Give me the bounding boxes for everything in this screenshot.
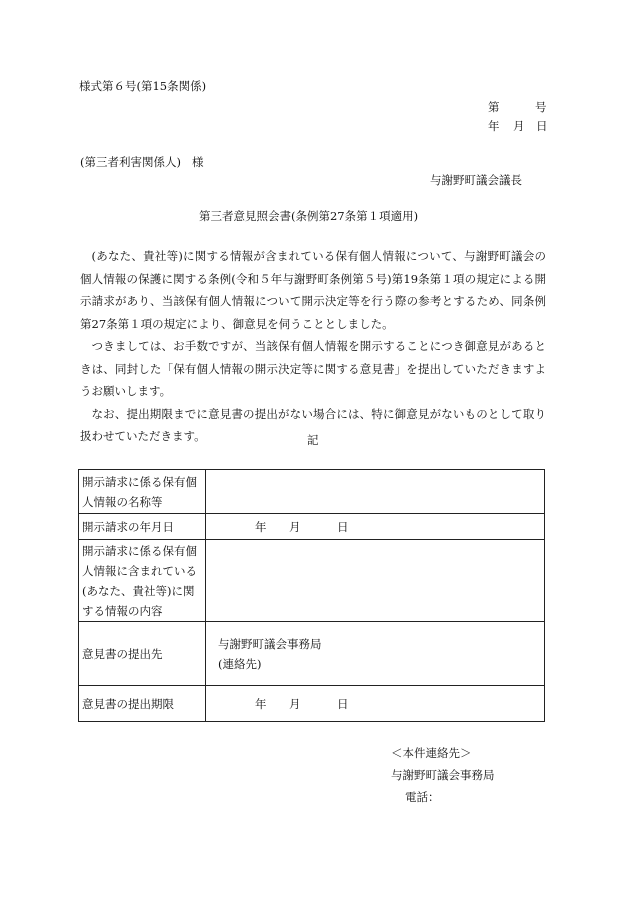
row-value-info-content xyxy=(206,540,545,622)
deadline-day: 日 xyxy=(337,696,349,711)
destination-contact: (連絡先) xyxy=(218,656,262,671)
row-label-submission-destination: 意見書の提出先 xyxy=(79,622,206,686)
table-row xyxy=(79,470,545,514)
ki-mark: 記 xyxy=(307,433,319,447)
table-row xyxy=(79,686,545,722)
row-label-info-content: 開示請求に係る保有個人情報に含まれている(あなた、貴社等)に関する情報の内容 xyxy=(79,540,206,622)
table-row xyxy=(79,622,545,686)
date-day: 日 xyxy=(536,119,548,133)
request-date-day: 日 xyxy=(337,519,349,534)
row-label-document-name: 開示請求に係る保有個人情報の名称等 xyxy=(79,470,206,514)
row-value-document-name xyxy=(206,470,545,514)
contact-phone-label: 電話： xyxy=(405,790,440,804)
row-label-request-date: 開示請求の年月日 xyxy=(79,514,206,540)
contact-heading: ＜本件連絡先＞ xyxy=(391,746,472,760)
destination-office: 与謝野町議会事務局 xyxy=(218,636,322,651)
table-row xyxy=(79,540,545,622)
deadline-month: 月 xyxy=(289,696,301,711)
date-year: 年 xyxy=(488,119,500,133)
contact-block xyxy=(391,742,495,808)
date-month: 月 xyxy=(513,119,525,133)
table-row xyxy=(79,514,545,540)
doc-number-prefix: 第 xyxy=(488,100,500,114)
row-label-submission-deadline: 意見書の提出期限 xyxy=(79,686,206,722)
document-title: 第三者意見照会書(条例第27条第１項適用) xyxy=(199,209,419,223)
form-number: 様式第６号(第15条関係) xyxy=(79,79,207,93)
sender: 与謝野町議会議長 xyxy=(430,173,522,187)
request-date-month: 月 xyxy=(289,519,301,534)
body-paragraph-1: (あなた、貴社等)に関する情報が含まれている保有個人情報について、与謝野町議会の個人情報の保護に関する条例(令和５年与謝野町条例第５号)第19条第１項の規定による開示請求があり、当該保有個人情報について開示決定等を行う際の参考とするため、同条例第27条第１項の規定により、御意見を伺うこととしました。 xyxy=(80,249,546,331)
body-paragraph-2: つきましては、お手数ですが、当該保有個人情報を開示することにつき御意見があるときは、同封した「保有個人情報の開示決定等に関する意見書」を提出していただきますようお願いします。 xyxy=(80,339,546,398)
info-table xyxy=(78,469,545,722)
row-value-request-date xyxy=(206,514,545,540)
recipient-honorific: 様 xyxy=(192,155,204,169)
body-paragraph-3: なお、提出期限までに意見書の提出がない場合には、特に御意見がないものとして取り扱わせていただきます。 xyxy=(80,406,546,443)
deadline-year: 年 xyxy=(255,696,267,711)
row-value-submission-deadline xyxy=(206,686,545,722)
body-text xyxy=(80,245,546,448)
request-date-year: 年 xyxy=(255,519,267,534)
doc-number-suffix: 号 xyxy=(535,100,547,114)
recipient: (第三者利害関係人) xyxy=(80,155,181,169)
row-value-submission-destination xyxy=(206,622,545,686)
contact-office: 与謝野町議会事務局 xyxy=(391,768,495,782)
